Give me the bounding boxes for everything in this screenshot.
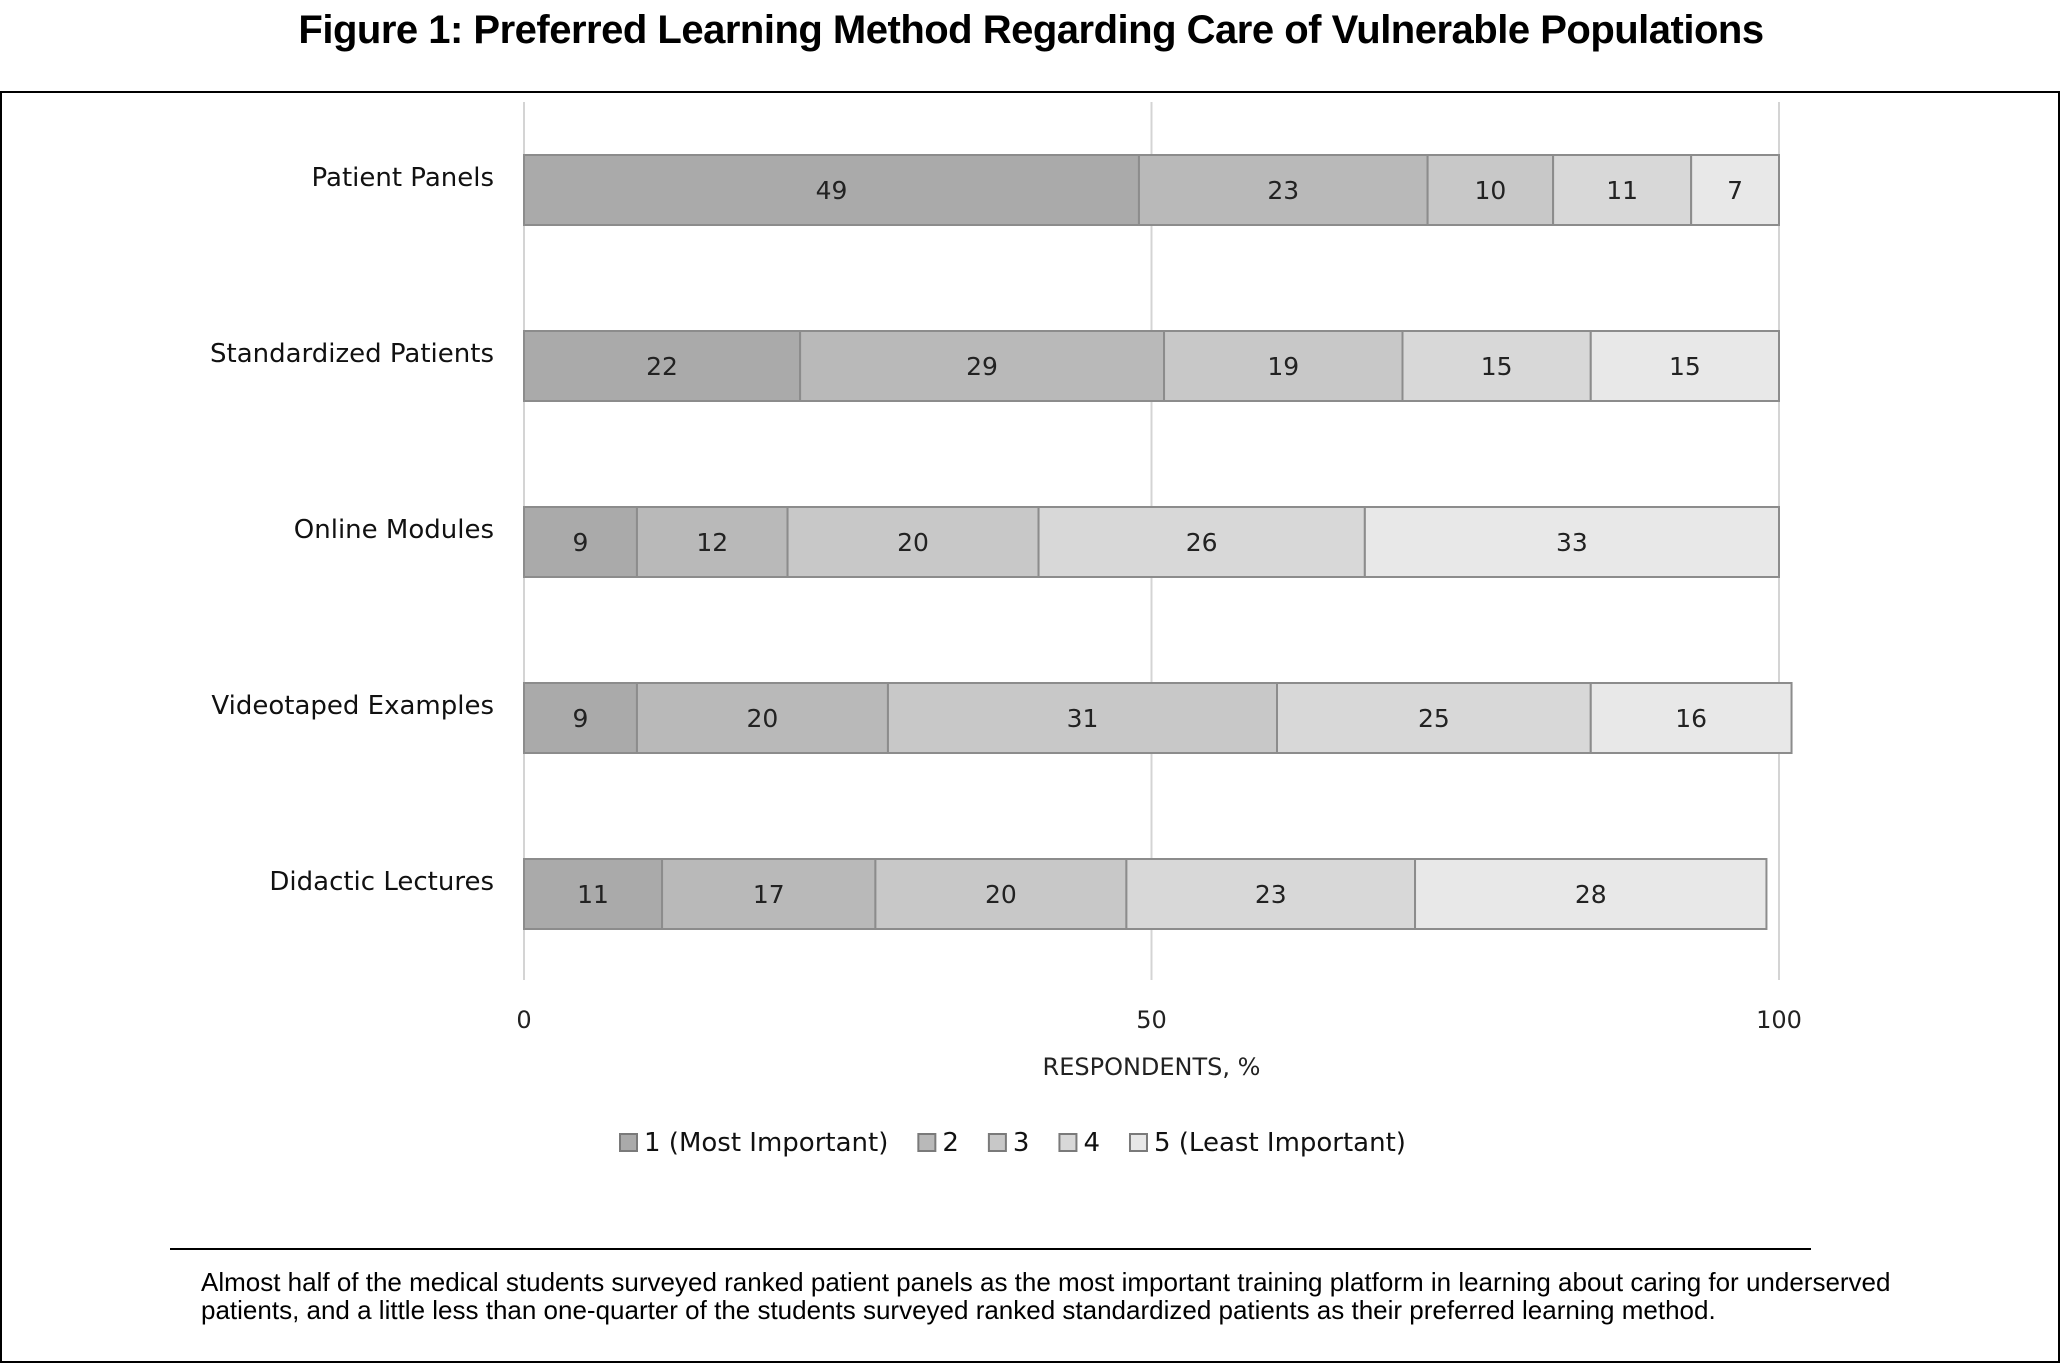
category-label: Videotaped Examples bbox=[211, 691, 494, 721]
data-label: 28 bbox=[1574, 880, 1607, 909]
x-tick-label: 0 bbox=[516, 1006, 532, 1034]
data-label: 17 bbox=[752, 880, 785, 909]
x-axis-title: RESPONDENTS, % bbox=[1042, 1053, 1261, 1081]
data-label: 49 bbox=[815, 176, 848, 205]
legend bbox=[620, 1128, 1406, 1158]
data-label: 10 bbox=[1474, 176, 1507, 205]
data-label: 31 bbox=[1066, 704, 1099, 733]
data-label: 33 bbox=[1556, 528, 1588, 557]
data-label: 15 bbox=[1480, 352, 1513, 381]
data-label: 9 bbox=[572, 528, 589, 557]
data-label: 12 bbox=[696, 528, 729, 557]
legend-swatch bbox=[1059, 1134, 1076, 1151]
data-label: 11 bbox=[577, 880, 609, 909]
caption-divider bbox=[170, 1248, 1811, 1250]
x-tick-label: 50 bbox=[1136, 1006, 1167, 1034]
data-label: 23 bbox=[1267, 176, 1300, 205]
legend-swatch bbox=[989, 1134, 1006, 1151]
data-label: 20 bbox=[897, 528, 929, 557]
legend-swatch bbox=[1130, 1134, 1147, 1151]
chart-title: Figure 1: Preferred Learning Method Regarding Care of Vulnerable Populations bbox=[298, 8, 1764, 52]
data-label: 16 bbox=[1675, 704, 1708, 733]
data-label: 25 bbox=[1417, 704, 1450, 733]
data-label: 9 bbox=[572, 704, 589, 733]
data-label: 15 bbox=[1668, 352, 1701, 381]
figure-caption: Almost half of the medical students surveyed ranked patient panels as the most important training platform in learning about caring for underserved patients, and a little less than one-quarter of the students surveyed ranked standardized patients as their preferred learning method. bbox=[201, 1267, 1891, 1325]
legend-label: 3 bbox=[1012, 1128, 1030, 1158]
axes bbox=[210, 163, 1802, 1081]
category-label: Didactic Lectures bbox=[269, 867, 494, 897]
legend-label: 1 (Most Important) bbox=[644, 1128, 889, 1158]
legend-label: 4 bbox=[1083, 1128, 1100, 1158]
data-label: 7 bbox=[1727, 176, 1744, 205]
category-label: Standardized Patients bbox=[210, 339, 494, 369]
data-label: 22 bbox=[646, 352, 678, 381]
data-label: 19 bbox=[1267, 352, 1300, 381]
data-label: 20 bbox=[746, 704, 779, 733]
legend-label: 2 bbox=[942, 1128, 959, 1158]
category-label: Online Modules bbox=[293, 515, 494, 545]
legend-swatch bbox=[620, 1134, 637, 1151]
data-label: 20 bbox=[984, 880, 1017, 909]
data-label: 11 bbox=[1606, 176, 1639, 205]
data-label: 29 bbox=[966, 352, 998, 381]
x-tick-label: 100 bbox=[1756, 1006, 1802, 1034]
data-label: 26 bbox=[1185, 528, 1218, 557]
data-label: 23 bbox=[1254, 880, 1287, 909]
category-label: Patient Panels bbox=[311, 163, 494, 193]
legend-swatch bbox=[918, 1134, 935, 1151]
legend-label: 5 (Least Important) bbox=[1153, 1128, 1406, 1158]
